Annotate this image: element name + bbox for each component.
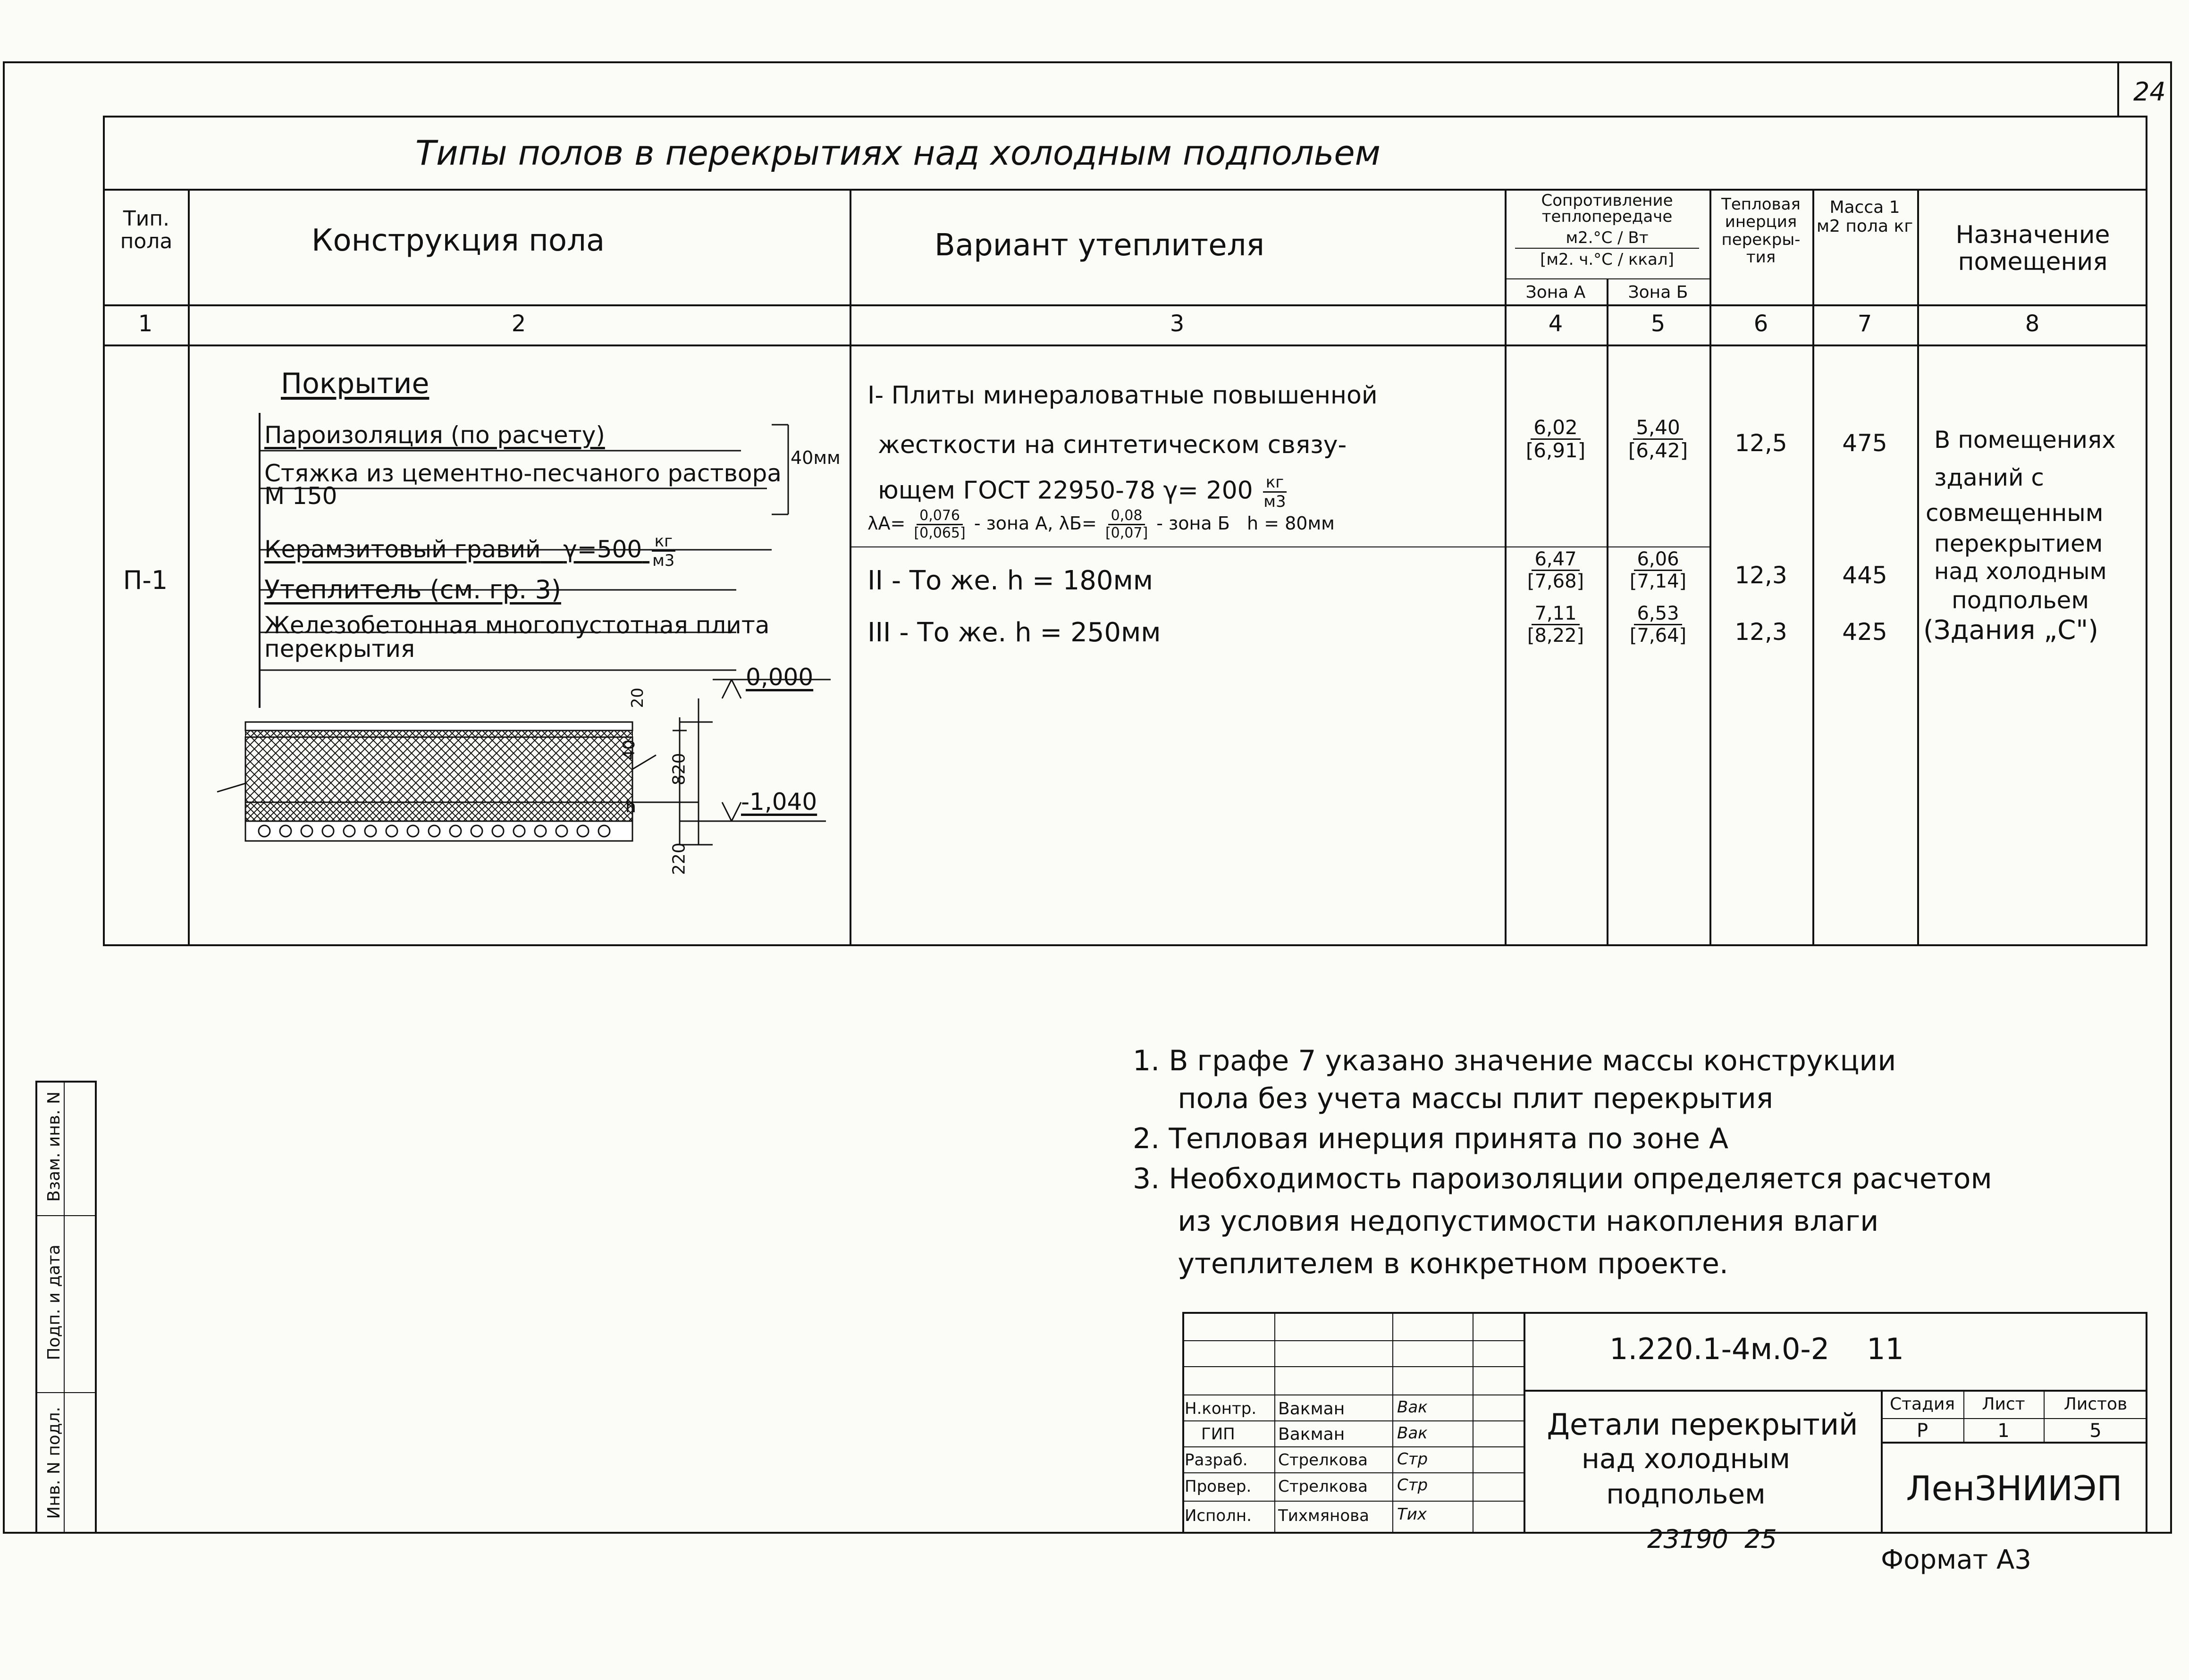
- dim-h: h: [625, 797, 636, 816]
- row-3-zone-a-frac: [1524, 604, 1587, 645]
- sheet-number-divider: [2117, 61, 2119, 116]
- signer-5-sign: Тих: [1397, 1505, 1427, 1524]
- row-3-zone-a-top: 7,11: [1532, 604, 1579, 625]
- row-2-mass: 445: [1842, 562, 1887, 589]
- colnum-7: 7: [1857, 311, 1872, 337]
- note-1: 1. В графе 7 указано значение массы конструкции: [1133, 1044, 1896, 1077]
- signer-5-role: Исполн.: [1185, 1506, 1252, 1525]
- variant-2: II - То же. h = 180мм: [867, 565, 1153, 596]
- thickness-mark: 40мм: [791, 447, 841, 468]
- colnum-5: 5: [1650, 311, 1666, 337]
- colnum-8: 8: [2025, 311, 2040, 337]
- level-bottom: -1,040: [741, 788, 817, 815]
- signer-4-role: Провер.: [1185, 1477, 1252, 1496]
- tb-sign-row-7: [1182, 1501, 1524, 1502]
- row-2-zone-a-bot: [7,68]: [1527, 571, 1584, 592]
- variant-1-line-1: I- Плиты минераловатные повышенной: [867, 381, 1378, 410]
- stage-value: Р: [1916, 1420, 1928, 1442]
- tb-code-bottom: [1524, 1390, 2147, 1392]
- variant-1-lambda: [867, 509, 1335, 540]
- colnum-4: 4: [1548, 311, 1563, 337]
- lambda-b-zone: - зона Б: [1156, 513, 1230, 534]
- purpose-line-7: (Здания „С"): [1923, 615, 2098, 646]
- side-stamp-div-1: [35, 1215, 97, 1216]
- purpose-line-5: над холодным: [1934, 558, 2107, 585]
- header-variant: Вариант утеплителя: [935, 228, 1264, 263]
- row-2-zone-b-top: 6,06: [1634, 550, 1682, 571]
- row-1-zone-a-frac: [1523, 418, 1588, 461]
- sheet-label: Лист: [1982, 1394, 2025, 1414]
- sheets-label: Листов: [2063, 1394, 2128, 1414]
- row-1-zone-b-top: 5,40: [1633, 418, 1683, 440]
- signer-2-name: Вакман: [1278, 1425, 1345, 1444]
- doc-title-2: над холодным: [1582, 1443, 1790, 1475]
- row-2-zone-b-bot: [7,14]: [1629, 571, 1687, 592]
- purpose-line-2: зданий с: [1934, 464, 2044, 491]
- row-3-zone-b-frac: [1627, 604, 1689, 645]
- doc-title-1: Детали перекрытий: [1547, 1407, 1858, 1442]
- dim-820: 820: [669, 753, 689, 786]
- col-line-2: [850, 189, 851, 946]
- side-stamp-col: [64, 1081, 65, 1534]
- row-3-mass: 425: [1842, 618, 1887, 646]
- note-3: 3. Необходимость пароизоляции определяется расчетом: [1133, 1162, 1992, 1195]
- layer-slab: Железобетонная многопустотная плита перекрытия: [264, 612, 770, 663]
- note-2: 2. Тепловая инерция принята по зоне А: [1133, 1122, 1728, 1155]
- variant-row-divider: [850, 546, 1709, 547]
- lambda-a-zone: - зона А,: [974, 513, 1053, 534]
- construction-title: Покрытие: [281, 367, 429, 400]
- row-3-zone-b-bot: [7,64]: [1629, 625, 1687, 647]
- doc-code-suffix: 11: [1867, 1332, 1904, 1366]
- row-1-zone-a: [1505, 418, 1607, 461]
- zone-split-line: [1505, 278, 1709, 279]
- lambda-a-num: 0,076: [917, 509, 963, 525]
- colnum-2: 2: [511, 311, 526, 337]
- row-2-zone-a: [1505, 550, 1607, 591]
- signer-3-role: Разраб.: [1185, 1451, 1248, 1470]
- row-3-zone-a-bot: [8,22]: [1527, 625, 1584, 647]
- row-1-inertia: 12,5: [1734, 429, 1787, 457]
- org-name: ЛенЗНИИЭП: [1906, 1469, 2122, 1508]
- tb-sign-row-3: [1182, 1394, 1524, 1395]
- title-row-bottom: [103, 189, 2147, 191]
- purpose-line-6: подпольем: [1952, 587, 2089, 614]
- variant-1-gamma-unit: [1261, 474, 1288, 510]
- signer-1-role: Н.контр.: [1185, 1399, 1257, 1418]
- dim-20: 20: [628, 688, 647, 708]
- signer-3-sign: Стр: [1397, 1450, 1428, 1469]
- variant-1-line-3: [878, 474, 1289, 510]
- doc-title-3: подпольем: [1606, 1478, 1766, 1510]
- tb-sign-row-4: [1182, 1420, 1524, 1421]
- layer-vapor-barrier: Пароизоляция (по расчету): [264, 421, 605, 449]
- row-1-zone-a-top: 6,02: [1531, 418, 1581, 440]
- row-1-zone-b-frac: [1625, 418, 1691, 461]
- row-2-zone-a-top: 6,47: [1532, 550, 1579, 571]
- header-resistance-unit-old: [м2. ч.°С / ккал]: [1540, 250, 1674, 269]
- row-2-zone-b-frac: [1627, 550, 1689, 591]
- row-1-zone-a-bot: [6,91]: [1525, 439, 1586, 462]
- floor-type: П-1: [123, 565, 168, 595]
- col-line-1: [188, 189, 190, 946]
- header-bottom: [103, 304, 2147, 306]
- header-type: Тип. пола: [120, 207, 173, 254]
- side-stamp-div-2: [35, 1392, 97, 1393]
- side-stamp-inv: Инв. N подл.: [44, 1406, 64, 1519]
- lambda-b-frac: [1103, 509, 1151, 540]
- table-title: Типы полов в перекрытиях над холодным подпольем: [415, 133, 1381, 173]
- variant-3: III - То же. h = 250мм: [867, 617, 1161, 648]
- resistance-unit-fraction-line: [1515, 248, 1699, 249]
- signer-4-sign: Стр: [1397, 1476, 1428, 1495]
- dim-40: 40: [619, 739, 639, 760]
- header-inertia: Тепловая инерция перекры- тия: [1721, 195, 1801, 267]
- lambda-b-den: [0,07]: [1105, 525, 1148, 541]
- lambda-a-frac: [911, 509, 968, 540]
- note-1-cont: пола без учета массы плит перекрытия: [1133, 1082, 1773, 1115]
- row-2-zone-b: [1607, 550, 1709, 591]
- sheets-value: 5: [2089, 1420, 2102, 1442]
- side-stamp-replace: Взам. инв. N: [44, 1091, 64, 1202]
- colnum-6: 6: [1753, 311, 1768, 337]
- lambda-a-den: [0,065]: [914, 525, 966, 541]
- colnum-1: 1: [138, 311, 153, 337]
- header-resistance-unit-si: м2.°С / Вт: [1566, 228, 1649, 247]
- signer-2-role: ГИП: [1201, 1425, 1235, 1444]
- dim-220: 220: [669, 842, 689, 875]
- signer-2-sign: Вак: [1397, 1424, 1428, 1443]
- variant-1-h: h = 80мм: [1247, 513, 1335, 534]
- lambda-b-label: λБ=: [1059, 513, 1097, 534]
- stage-label: Стадия: [1889, 1394, 1955, 1414]
- tb-sign-row-5: [1182, 1446, 1524, 1447]
- row-3-zone-b-top: 6,53: [1634, 604, 1682, 625]
- layer-insulation: Утеплитель (см. гр. 3): [264, 575, 561, 605]
- tb-stage-line-2: [1881, 1442, 2147, 1444]
- purpose-line-1: В помещениях: [1934, 426, 2116, 454]
- variant-1-unit-num: кг: [1263, 474, 1287, 493]
- sheet-number: 24: [2133, 77, 2166, 107]
- signer-4-name: Стрелкова: [1278, 1477, 1368, 1496]
- col-line-7: [1917, 189, 1919, 946]
- header-mass: Масса 1 м2 пола кг: [1816, 198, 1913, 236]
- row-2-inertia: 12,3: [1734, 562, 1787, 589]
- row-1-mass: 475: [1842, 429, 1887, 457]
- lambda-b-num: 0,08: [1108, 509, 1145, 525]
- signer-1-name: Вакман: [1278, 1399, 1345, 1419]
- note-3-cont-2: утеплителем в конкретном проекте.: [1133, 1247, 1728, 1280]
- doc-code-main: 1.220.1-4м.0-2: [1609, 1332, 1830, 1366]
- row-3-zone-b: [1607, 604, 1709, 645]
- floor-section-drawing: [208, 396, 840, 878]
- row-1-zone-b-bot: [6,42]: [1628, 439, 1688, 462]
- tb-sign-row-6: [1182, 1472, 1524, 1473]
- header-resistance: Сопротивление теплопередаче: [1541, 191, 1673, 226]
- lambda-a-label: λА=: [867, 513, 906, 534]
- note-3-cont-1: из условия недопустимости накопления влаги: [1133, 1205, 1879, 1238]
- variant-1-unit-den: м3: [1263, 492, 1286, 511]
- layer-screed: Стяжка из цементно-песчаного раствора М 150: [264, 460, 782, 510]
- row-2-zone-a-frac: [1524, 550, 1587, 591]
- gravel-unit-num: кг: [652, 533, 675, 552]
- row-3-zone-a: [1505, 604, 1607, 645]
- doc-code: [1609, 1333, 1904, 1365]
- purpose-line-3: совмещенным: [1926, 499, 2104, 527]
- header-zone-b: Зона Б: [1628, 283, 1688, 302]
- gravel-gamma: γ=500: [563, 536, 642, 563]
- tb-sign-row-2: [1182, 1366, 1524, 1367]
- variant-1-gost: ющем ГОСТ 22950-78 γ= 200: [878, 476, 1253, 505]
- colnum-3: 3: [1170, 311, 1185, 337]
- signer-1-sign: Вак: [1397, 1398, 1428, 1417]
- tb-sign-row-1: [1182, 1340, 1524, 1341]
- layer-gravel-label: Керамзитовый гравий: [264, 536, 541, 563]
- header-zone-a: Зона А: [1525, 283, 1586, 302]
- signer-3-name: Стрелкова: [1278, 1451, 1368, 1470]
- sheet-value: 1: [1997, 1420, 2010, 1442]
- purpose-line-4: перекрытием: [1934, 530, 2103, 557]
- colnum-row-bottom: [103, 344, 2147, 346]
- variant-1-line-2: жесткости на синтетическом связу-: [878, 431, 1347, 459]
- tb-stage-line-1: [1881, 1418, 2147, 1419]
- row-3-inertia: 12,3: [1734, 618, 1787, 646]
- level-top: 0,000: [746, 664, 814, 691]
- header-construction: Конструкция пола: [312, 223, 605, 258]
- side-stamp-sign: Подп. и дата: [44, 1244, 64, 1361]
- paper-format: Формат А3: [1881, 1545, 2031, 1575]
- row-1-zone-b: [1607, 418, 1709, 461]
- signer-5-name: Тихмянова: [1278, 1506, 1369, 1525]
- inventory-number: 23190 25: [1647, 1524, 1777, 1554]
- header-purpose: Назначение помещения: [1955, 221, 2110, 277]
- gravel-unit-den: м3: [652, 551, 675, 570]
